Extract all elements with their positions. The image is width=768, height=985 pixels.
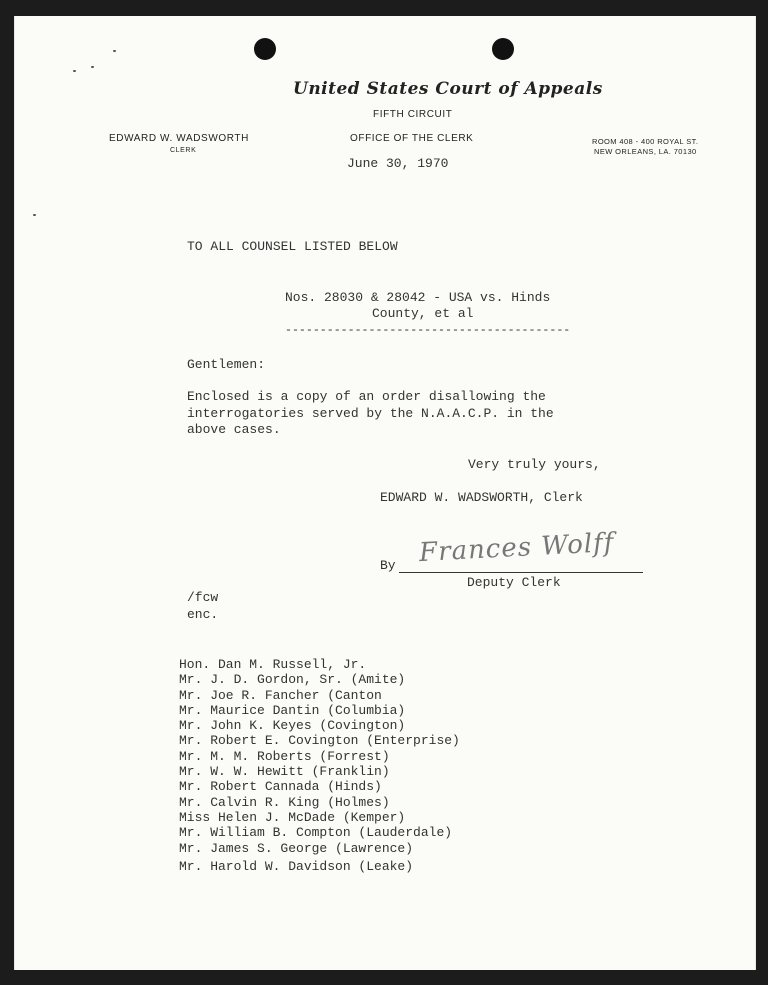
circuit-label: FIFTH CIRCUIT [373,109,453,120]
recipient-item: Mr. Harold W. Davidson (Leake) [179,858,414,874]
handwritten-signature: Frances Wolff [418,527,616,569]
body-line: above cases. [187,422,281,437]
case-reference-line2: County, et al [372,306,474,321]
recipient-item: Mr. James S. George (Lawrence) [179,840,414,856]
recipient-item: Mr. Maurice Dantin (Columbia) [179,702,406,718]
signature-name: EDWARD W. WADSWORTH, Clerk [380,490,583,505]
recipient-item: Mr. Calvin R. King (Holmes) [179,794,390,810]
case-reference-line1: Nos. 28030 & 28042 - USA vs. Hinds [285,290,551,305]
binder-hole-right [492,38,514,60]
letter-page [14,16,756,970]
binder-hole-left [254,38,276,60]
office-address-line1: ROOM 408 - 400 ROYAL ST. [592,137,699,146]
enclosure-note: enc. [187,607,219,622]
recipient-item: Mr. John K. Keyes (Covington) [179,718,406,734]
body-line: Enclosed is a copy of an order disallowing the [187,389,546,404]
body-line: interrogatories served by the N.A.A.C.P. in the [187,405,554,421]
recipient-item: Mr. William B. Compton (Lauderdale) [179,825,453,841]
letter-date: June 30, 1970 [347,156,449,171]
recipient-item: Mr. Joe R. Fancher (Canton [179,687,382,703]
recipient-item: Mr. Robert Cannada (Hinds) [179,779,382,795]
clerk-title: CLERK [170,147,197,154]
typist-initials: /fcw [187,590,219,605]
case-reference-rule: ----------------------------------------- [285,324,571,337]
clerk-name: EDWARD W. WADSWORTH [109,133,249,144]
signature-line [399,572,643,573]
office-label: OFFICE OF THE CLERK [350,133,474,144]
recipient-item: Mr. J. D. Gordon, Sr. (Amite) [179,672,406,688]
signer-title: Deputy Clerk [467,575,561,590]
court-name: United States Court of Appeals [293,79,603,99]
greeting: Gentlemen: [187,357,266,372]
recipient-item: Mr. W. W. Hewitt (Franklin) [179,764,390,780]
recipient-item: Mr. Robert E. Covington (Enterprise) [179,733,460,749]
by-label: By [380,558,396,573]
recipient-item: Mr. M. M. Roberts (Forrest) [179,748,390,764]
office-address-line2: NEW ORLEANS, LA. 70130 [594,147,697,156]
paper-speck [91,66,94,68]
paper-speck [33,214,36,216]
addressee-line: TO ALL COUNSEL LISTED BELOW [187,239,398,254]
closing: Very truly yours, [468,457,601,472]
recipient-item: Hon. Dan M. Russell, Jr. [179,657,367,672]
recipient-list [179,657,460,874]
paper-speck [113,50,116,52]
paper-speck [73,70,76,72]
recipient-item: Miss Helen J. McDade (Kemper) [179,809,406,825]
